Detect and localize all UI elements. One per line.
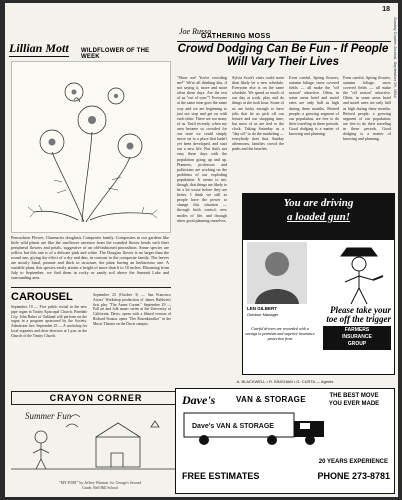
header-rule: [177, 41, 391, 42]
moving-logo: Dave's: [182, 393, 216, 407]
agent-name: LEN GILBERT: [247, 306, 277, 311]
crayon-corner-header: CRAYON CORNER: [11, 391, 181, 405]
author-title: Lillian Mott: [9, 41, 69, 55]
moving-logo-2: VAN & STORAGE: [236, 395, 306, 404]
byline: Joe Russo: [179, 27, 212, 36]
article-column-1: "Show me! You're crowding me!" We're all thinking this, if not saying it, more and more often these days. Are the rest of us "out of sync"? Everyone at the same time goes the same way and we are beginning to just not stop and get on with each other. There are too many of us. Until recently, when my area became so crowded for our taste we could simply move on to a place that hadn't yet been developed, and start out a new life. But that's not easy these days with the population going up and up. Planners, professors and politicians are working on the problems of our exploding population. It seems to me, though, that things are likely to be a lot worse before they are better. I think we still as people have the power to change this situation — through birth control, new modes of life, and through sheer good planning ourselves.: [177, 75, 227, 223]
flower-caption: Pencushion Flower, Chaenactis douglasii, Composite family. Composites in our gardens like little wild plants are like the sunflower ancestor from the rounded flower heads with their peripheral flowers and petals, suggestive of an old-fashioned pincushion. Some species are yellow but this one is of a delicate pink and white. The Douglas flower is no larger than the round one, giving the effect of a dry and dim, in contrast to the composite family. The leaves are mostly basal, pinnate and thick in structure, the plant having an herbaceous one. A variable plant, this species easily attains a height of more than 6 to 18 inches. Blooming from July to September, we find them in rocky or sandy soil above the Summit Lake and surrounding area.: [11, 235, 169, 280]
truck-lettering: Dave's VAN & STORAGE: [192, 423, 274, 430]
experience: 20 YEARS EXPERIENCE: [318, 459, 388, 465]
free-estimates: FREE ESTIMATES: [182, 471, 260, 481]
article-column-4: Even careful, Spring flowers, autumn foliage, snow covered fields — all make the "off season" attractive. Often, in some areas hotel and motel rates are only half as high during these months. Retired people, a growing segment of our population, are free to do their traveling in these periods. Good dodging is a matter of knowing and planning.: [289, 75, 339, 137]
carousel-title: CAROUSEL: [11, 291, 73, 303]
carousel-column-2: September 23 (October 3) — San Francisco Actors' Workshop production of James Baldwin's first play "The Amen Corner." September 29 — Fall art and folk music series at the University of California, Davis, opens with a filmed version of Richard Strauss opera "Der Rosenkavalier" in the Music Theater on the Davis campus.: [93, 293, 171, 326]
column-title: GATHERING MOSS: [201, 33, 271, 40]
cowboy-illustration: [329, 242, 389, 306]
newspaper-page: [5, 3, 398, 497]
article-column-5: Even careful, Spring flowers, autumn foliage, snow covered fields — all make the "off season" attractive. Often, in some areas hotel and motel rates are only half as high during these months. Retired people, a growing segment of our population, are free to do their traveling in these periods. Good dodging is a matter of knowing and planning.: [343, 75, 391, 142]
carousel-column-1: September 19 — Five public recital in the new pipe organ in Trinity Episcopal Church, Pinedale City. John Baker of Oakland will perform on the organ in a program sponsored by the Society. Admission free. September 25 — A workshop for local organists and choir directors at 1 p.m. in the Church of the Trinity Church.: [11, 305, 87, 338]
ad-headline: You are driving a loaded gun!: [243, 194, 394, 240]
child-drawing: [11, 407, 179, 479]
ad-body: Careful drivers are rewarded with a savings in premium and superior insurance protection from: [245, 326, 315, 341]
moving-phone: PHONE 273-8781: [317, 471, 390, 481]
article-headline: Crowd Dodging Can Be Fun - If People Will Vary Their Lives: [177, 43, 389, 68]
article-column-3: Sylvia Scott's visits could more than likely be a new schedule. Everyone else is on the same schedule. We spend so much of our day at work, play and do things at the rush hour. Some of us are lucky enough to have jobs that let us pick off our leisure and our shopping time, but most of us are tied to the clock. Taking Saturday as a "day off" to do the marketing — everybody does that. Sunday afternoons, families crowd the parks and the beaches.: [232, 75, 284, 152]
agent-photo: [247, 242, 307, 304]
farmers-logo: FARMERS INSURANCE GROUP: [323, 326, 391, 350]
drawing-caption: "MY FORT" by Jeffrey Winston 1st. George's Second Grade, Bell Hill School: [59, 481, 141, 490]
truck-illustration: [182, 409, 332, 447]
moving-ad: [175, 388, 395, 494]
flower-illustration: [11, 61, 171, 233]
drawing-title: Summer Fun: [25, 411, 72, 421]
insurance-agents: A. BLACKWELL • R. BINGHAM • G. CURTA — Agents: [236, 379, 334, 384]
agent-title: Outdoor Manager: [247, 312, 279, 317]
page-number: 18: [382, 6, 390, 13]
insurance-ad: [242, 193, 395, 375]
moving-tagline: THE BEST MOVE YOU EVER MADE: [328, 393, 380, 407]
ad-slogan: Please take your toe off the trigger: [326, 305, 391, 324]
wildflower-header: [9, 41, 169, 60]
page-side-note: Sunday Courier-Journal, September 26, 1964: [393, 17, 398, 98]
section-subtitle: WILDFLOWER OF THE WEEK: [81, 48, 150, 60]
divider: [11, 287, 171, 288]
